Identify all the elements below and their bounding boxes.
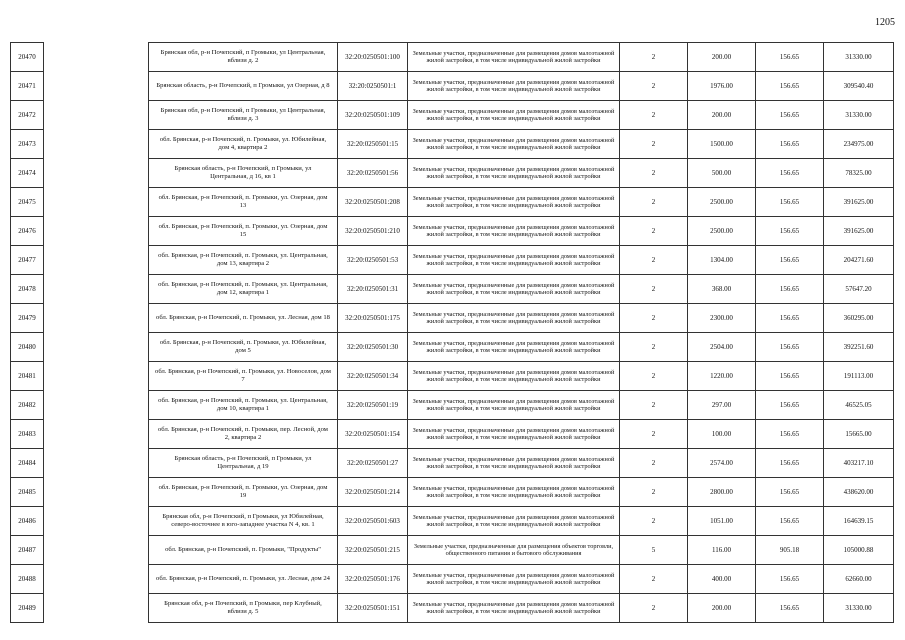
land-use-cell: Земельные участки, предназначенные для размещения домов малоэтажной жилой застройки, в том числе индивидуальной жилой застройки — [408, 217, 620, 246]
table-row — [11, 420, 894, 449]
row-number-cell: 20472 — [11, 101, 44, 130]
cadastral-value-cell: 403217.10 — [824, 449, 894, 478]
land-use-cell: Земельные участки, предназначенные для размещения домов малоэтажной жилой застройки, в том числе индивидуальной жилой застройки — [408, 159, 620, 188]
address-cell: обл. Брянская, р-н Почепский, п. Громыки, ул. Юбилейная, дом 4, квартира 2 — [149, 130, 338, 159]
use-group-cell: 2 — [620, 72, 688, 101]
address-cell: обл. Брянская, р-н Почепский, п. Громыки, ул. Озерная, дом 13 — [149, 188, 338, 217]
cadastral-value-cell: 309540.40 — [824, 72, 894, 101]
area-cell: 368.00 — [688, 275, 756, 304]
row-number-cell: 20481 — [11, 362, 44, 391]
cadastral-number-cell: 32:20:0250501:100 — [338, 43, 408, 72]
land-use-cell: Земельные участки, предназначенные для размещения домов малоэтажной жилой застройки, в том числе индивидуальной жилой застройки — [408, 188, 620, 217]
empty-cell — [44, 536, 149, 565]
area-cell: 200.00 — [688, 101, 756, 130]
cadastral-number-cell: 32:20:0250501:208 — [338, 188, 408, 217]
cadastral-value-cell: 105000.88 — [824, 536, 894, 565]
empty-cell — [44, 449, 149, 478]
cadastral-value-cell: 31330.00 — [824, 43, 894, 72]
cadastral-value-cell: 15665.00 — [824, 420, 894, 449]
empty-cell — [44, 507, 149, 536]
area-cell: 2504.00 — [688, 333, 756, 362]
land-use-cell: Земельные участки, предназначенные для размещения домов малоэтажной жилой застройки, в том числе индивидуальной жилой застройки — [408, 72, 620, 101]
row-number-cell: 20485 — [11, 478, 44, 507]
address-cell: обл. Брянская, р-н Почепский, п. Громыки, ул. Новоселов, дом 7 — [149, 362, 338, 391]
table-row — [11, 333, 894, 362]
empty-cell — [44, 333, 149, 362]
cadastral-value-cell: 164639.15 — [824, 507, 894, 536]
land-register-table — [10, 42, 894, 623]
land-use-cell: Земельные участки, предназначенные для размещения домов малоэтажной жилой застройки, в том числе индивидуальной жилой застройки — [408, 43, 620, 72]
page-number: 1205 — [875, 17, 895, 28]
area-cell: 1304.00 — [688, 246, 756, 275]
use-group-cell: 2 — [620, 188, 688, 217]
use-group-cell: 2 — [620, 420, 688, 449]
table-row — [11, 536, 894, 565]
row-number-cell: 20484 — [11, 449, 44, 478]
cadastral-value-cell: 360295.00 — [824, 304, 894, 333]
empty-cell — [44, 188, 149, 217]
area-cell: 2500.00 — [688, 188, 756, 217]
area-cell: 1220.00 — [688, 362, 756, 391]
area-cell: 2500.00 — [688, 217, 756, 246]
use-group-cell: 2 — [620, 130, 688, 159]
empty-cell — [44, 420, 149, 449]
row-number-cell: 20480 — [11, 333, 44, 362]
rate-cell: 156.65 — [756, 246, 824, 275]
area-cell: 500.00 — [688, 159, 756, 188]
row-number-cell: 20475 — [11, 188, 44, 217]
land-use-cell: Земельные участки, предназначенные для размещения домов малоэтажной жилой застройки, в том числе индивидуальной жилой застройки — [408, 130, 620, 159]
cadastral-number-cell: 32:20:0250501:109 — [338, 101, 408, 130]
use-group-cell: 2 — [620, 391, 688, 420]
row-number-cell: 20479 — [11, 304, 44, 333]
area-cell: 297.00 — [688, 391, 756, 420]
rate-cell: 156.65 — [756, 188, 824, 217]
land-use-cell: Земельные участки, предназначенные для размещения домов малоэтажной жилой застройки, в том числе индивидуальной жилой застройки — [408, 507, 620, 536]
rate-cell: 156.65 — [756, 275, 824, 304]
cadastral-value-cell: 191113.00 — [824, 362, 894, 391]
rate-cell: 156.65 — [756, 478, 824, 507]
table-row — [11, 565, 894, 594]
rate-cell: 156.65 — [756, 130, 824, 159]
rate-cell: 156.65 — [756, 72, 824, 101]
use-group-cell: 2 — [620, 594, 688, 623]
rate-cell: 156.65 — [756, 391, 824, 420]
table-row — [11, 391, 894, 420]
address-cell: обл. Брянская, р-н Почепский, п. Громыки, ул. Лесная, дом 18 — [149, 304, 338, 333]
rate-cell: 156.65 — [756, 304, 824, 333]
row-number-cell: 20486 — [11, 507, 44, 536]
cadastral-value-cell: 62660.00 — [824, 565, 894, 594]
cadastral-number-cell: 32:20:0250501:31 — [338, 275, 408, 304]
area-cell: 2800.00 — [688, 478, 756, 507]
use-group-cell: 2 — [620, 565, 688, 594]
table-row — [11, 159, 894, 188]
address-cell: Брянская область, р-н Почепский, п Громыки, ул Центральная, д 16, кв 1 — [149, 159, 338, 188]
land-use-cell: Земельные участки, предназначенные для размещения домов малоэтажной жилой застройки, в том числе индивидуальной жилой застройки — [408, 478, 620, 507]
use-group-cell: 2 — [620, 275, 688, 304]
empty-cell — [44, 478, 149, 507]
cadastral-value-cell: 391625.00 — [824, 217, 894, 246]
rate-cell: 156.65 — [756, 217, 824, 246]
row-number-cell: 20471 — [11, 72, 44, 101]
land-use-cell: Земельные участки, предназначенные для размещения домов малоэтажной жилой застройки, в том числе индивидуальной жилой застройки — [408, 391, 620, 420]
empty-cell — [44, 362, 149, 391]
empty-cell — [44, 565, 149, 594]
land-use-cell: Земельные участки, предназначенные для размещения домов малоэтажной жилой застройки, в том числе индивидуальной жилой застройки — [408, 275, 620, 304]
empty-cell — [44, 246, 149, 275]
table-row — [11, 188, 894, 217]
empty-cell — [44, 72, 149, 101]
table-row — [11, 507, 894, 536]
empty-cell — [44, 275, 149, 304]
cadastral-number-cell: 32:20:0250501:34 — [338, 362, 408, 391]
address-cell: обл. Брянская, р-н Почепский, п. Громыки, "Продукты" — [149, 536, 338, 565]
row-number-cell: 20482 — [11, 391, 44, 420]
rate-cell: 156.65 — [756, 43, 824, 72]
cadastral-number-cell: 32:20:0250501:215 — [338, 536, 408, 565]
area-cell: 116.00 — [688, 536, 756, 565]
cadastral-value-cell: 234975.00 — [824, 130, 894, 159]
use-group-cell: 2 — [620, 449, 688, 478]
cadastral-number-cell: 32:20:0250501:603 — [338, 507, 408, 536]
row-number-cell: 20476 — [11, 217, 44, 246]
row-number-cell: 20470 — [11, 43, 44, 72]
address-cell: обл. Брянская, р-н Почепский, п. Громыки, пер. Лесной, дом 2, квартира 2 — [149, 420, 338, 449]
cadastral-number-cell: 32:20:0250501:151 — [338, 594, 408, 623]
cadastral-number-cell: 32:20:0250501:15 — [338, 130, 408, 159]
table-row — [11, 130, 894, 159]
empty-cell — [44, 101, 149, 130]
table-row — [11, 449, 894, 478]
address-cell: Брянская обл, р-н Почепский, п Громыки, пер Клубный, вблизи д. 5 — [149, 594, 338, 623]
use-group-cell: 5 — [620, 536, 688, 565]
cadastral-number-cell: 32:20:0250501:214 — [338, 478, 408, 507]
area-cell: 400.00 — [688, 565, 756, 594]
empty-cell — [44, 159, 149, 188]
cadastral-number-cell: 32:20:0250501:175 — [338, 304, 408, 333]
empty-cell — [44, 217, 149, 246]
address-cell: Брянская обл, р-н Почепский, п Громыки, ул Центральная, вблизи д. 3 — [149, 101, 338, 130]
rate-cell: 156.65 — [756, 594, 824, 623]
cadastral-number-cell: 32:20:0250501:176 — [338, 565, 408, 594]
table-row — [11, 101, 894, 130]
empty-cell — [44, 594, 149, 623]
address-cell: обл. Брянская, р-н Почепский, п. Громыки, ул. Озерная, дом 15 — [149, 217, 338, 246]
address-cell: Брянская обл, р-н Почепский, п Громыки, ул Юбилейная, северо-восточнее в юго-западнее участка N 4, кв. 1 — [149, 507, 338, 536]
address-cell: Брянская область, р-н Почепский, п Громыки, ул Озерная, д 8 — [149, 72, 338, 101]
cadastral-value-cell: 391625.00 — [824, 188, 894, 217]
use-group-cell: 2 — [620, 478, 688, 507]
area-cell: 200.00 — [688, 43, 756, 72]
cadastral-number-cell: 32:20:0250501:30 — [338, 333, 408, 362]
table-row — [11, 594, 894, 623]
cadastral-value-cell: 31330.00 — [824, 101, 894, 130]
land-use-cell: Земельные участки, предназначенные для размещения домов малоэтажной жилой застройки, в том числе индивидуальной жилой застройки — [408, 420, 620, 449]
cadastral-number-cell: 32:20:0250501:1 — [338, 72, 408, 101]
use-group-cell: 2 — [620, 101, 688, 130]
land-use-cell: Земельные участки, предназначенные для размещения домов малоэтажной жилой застройки, в том числе индивидуальной жилой застройки — [408, 304, 620, 333]
use-group-cell: 2 — [620, 304, 688, 333]
rate-cell: 156.65 — [756, 449, 824, 478]
rate-cell: 156.65 — [756, 507, 824, 536]
use-group-cell: 2 — [620, 333, 688, 362]
cadastral-value-cell: 31330.00 — [824, 594, 894, 623]
area-cell: 100.00 — [688, 420, 756, 449]
table-row — [11, 304, 894, 333]
row-number-cell: 20487 — [11, 536, 44, 565]
row-number-cell: 20478 — [11, 275, 44, 304]
rate-cell: 156.65 — [756, 362, 824, 391]
empty-cell — [44, 43, 149, 72]
address-cell: обл. Брянская, р-н Почепский, п. Громыки, ул. Озерная, дом 19 — [149, 478, 338, 507]
rate-cell: 156.65 — [756, 159, 824, 188]
table-row — [11, 72, 894, 101]
address-cell: обл. Брянская, р-н Почепский, п. Громыки, ул. Центральная, дом 12, квартира 1 — [149, 275, 338, 304]
address-cell: обл. Брянская, р-н Почепский, п. Громыки, ул. Юбилейная, дом 5 — [149, 333, 338, 362]
land-use-cell: Земельные участки, предназначенные для размещения домов малоэтажной жилой застройки, в том числе индивидуальной жилой застройки — [408, 333, 620, 362]
rate-cell: 156.65 — [756, 420, 824, 449]
address-cell: обл. Брянская, р-н Почепский, п. Громыки, ул. Центральная, дом 13, квартира 2 — [149, 246, 338, 275]
address-cell: Брянская обл, р-н Почепский, п Громыки, ул Центральная, вблизи д. 2 — [149, 43, 338, 72]
table-row — [11, 478, 894, 507]
table-row — [11, 217, 894, 246]
cadastral-number-cell: 32:20:0250501:210 — [338, 217, 408, 246]
rate-cell: 156.65 — [756, 101, 824, 130]
use-group-cell: 2 — [620, 43, 688, 72]
row-number-cell: 20488 — [11, 565, 44, 594]
cadastral-number-cell: 32:20:0250501:19 — [338, 391, 408, 420]
address-cell: Брянская область, р-н Почепский, п Громыки, ул Центральная, д 19 — [149, 449, 338, 478]
rate-cell: 905.18 — [756, 536, 824, 565]
row-number-cell: 20483 — [11, 420, 44, 449]
empty-cell — [44, 391, 149, 420]
use-group-cell: 2 — [620, 507, 688, 536]
cadastral-value-cell: 57647.20 — [824, 275, 894, 304]
area-cell: 1051.00 — [688, 507, 756, 536]
area-cell: 200.00 — [688, 594, 756, 623]
row-number-cell: 20477 — [11, 246, 44, 275]
cadastral-number-cell: 32:20:0250501:27 — [338, 449, 408, 478]
row-number-cell: 20473 — [11, 130, 44, 159]
use-group-cell: 2 — [620, 362, 688, 391]
address-cell: обл. Брянская, р-н Почепский, п. Громыки, ул. Лесная, дом 24 — [149, 565, 338, 594]
area-cell: 1976.00 — [688, 72, 756, 101]
register-body — [11, 43, 894, 623]
row-number-cell: 20474 — [11, 159, 44, 188]
land-use-cell: Земельные участки, предназначенные для размещения домов малоэтажной жилой застройки, в том числе индивидуальной жилой застройки — [408, 594, 620, 623]
use-group-cell: 2 — [620, 159, 688, 188]
area-cell: 2300.00 — [688, 304, 756, 333]
cadastral-value-cell: 204271.60 — [824, 246, 894, 275]
land-use-cell: Земельные участки, предназначенные для размещения объектов торговли, общественного питания и бытового обслуживания — [408, 536, 620, 565]
land-use-cell: Земельные участки, предназначенные для размещения домов малоэтажной жилой застройки, в том числе индивидуальной жилой застройки — [408, 362, 620, 391]
row-number-cell: 20489 — [11, 594, 44, 623]
cadastral-value-cell: 78325.00 — [824, 159, 894, 188]
cadastral-number-cell: 32:20:0250501:154 — [338, 420, 408, 449]
cadastral-value-cell: 46525.05 — [824, 391, 894, 420]
table-row — [11, 275, 894, 304]
land-use-cell: Земельные участки, предназначенные для размещения домов малоэтажной жилой застройки, в том числе индивидуальной жилой застройки — [408, 246, 620, 275]
land-use-cell: Земельные участки, предназначенные для размещения домов малоэтажной жилой застройки, в том числе индивидуальной жилой застройки — [408, 565, 620, 594]
empty-cell — [44, 304, 149, 333]
area-cell: 2574.00 — [688, 449, 756, 478]
table-row — [11, 43, 894, 72]
rate-cell: 156.65 — [756, 565, 824, 594]
table-row — [11, 362, 894, 391]
address-cell: обл. Брянская, р-н Почепский, п. Громыки, ул. Центральная, дом 10, квартира 1 — [149, 391, 338, 420]
empty-cell — [44, 130, 149, 159]
use-group-cell: 2 — [620, 217, 688, 246]
rate-cell: 156.65 — [756, 333, 824, 362]
land-use-cell: Земельные участки, предназначенные для размещения домов малоэтажной жилой застройки, в том числе индивидуальной жилой застройки — [408, 449, 620, 478]
use-group-cell: 2 — [620, 246, 688, 275]
cadastral-value-cell: 438620.00 — [824, 478, 894, 507]
cadastral-number-cell: 32:20:0250501:56 — [338, 159, 408, 188]
cadastral-number-cell: 32:20:0250501:53 — [338, 246, 408, 275]
cadastral-value-cell: 392251.60 — [824, 333, 894, 362]
table-row — [11, 246, 894, 275]
land-use-cell: Земельные участки, предназначенные для размещения домов малоэтажной жилой застройки, в том числе индивидуальной жилой застройки — [408, 101, 620, 130]
area-cell: 1500.00 — [688, 130, 756, 159]
